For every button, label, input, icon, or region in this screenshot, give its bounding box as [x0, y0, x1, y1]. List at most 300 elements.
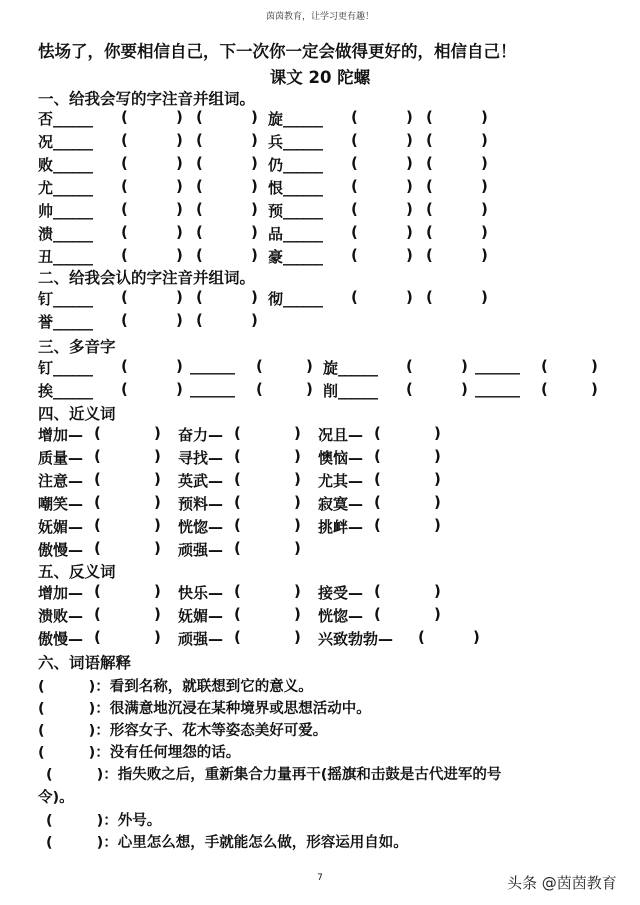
paren-open: (: [196, 177, 203, 195]
paren-open: (: [38, 745, 45, 761]
paren-open: (: [94, 582, 101, 600]
paren-close: ): [176, 200, 183, 218]
dash: —: [68, 541, 84, 559]
paren-close: ): [294, 628, 301, 646]
word: 质量: [38, 449, 69, 467]
paren-close: )：: [96, 835, 118, 851]
word-item: [178, 493, 223, 514]
pinyin-blank[interactable]: ______: [53, 179, 93, 197]
paren-open: (: [374, 582, 381, 600]
paren-open: (: [94, 605, 101, 623]
definition-text: 形容女子、花木等姿态美好可爱。: [109, 723, 328, 739]
character: 预: [268, 202, 284, 220]
paren-open: (: [541, 357, 548, 375]
paren-open: (: [374, 493, 381, 511]
paren-open: (: [196, 311, 203, 329]
paren-close: ): [434, 424, 441, 442]
paren-close: ): [591, 380, 598, 398]
paren-close: ): [176, 108, 183, 126]
paren-close: ): [406, 108, 413, 126]
paren-open: (: [121, 288, 128, 306]
paren-open: (: [256, 357, 263, 375]
paren-close: ): [481, 108, 488, 126]
paren-open: (: [541, 380, 548, 398]
pinyin-blank[interactable]: ______: [53, 110, 93, 128]
char-item: [38, 177, 92, 198]
pinyin-blank[interactable]: ______: [53, 156, 93, 174]
word: 快乐: [178, 584, 209, 602]
paren-open: (: [196, 246, 203, 264]
paren-close: ): [251, 311, 258, 329]
dash: —: [348, 449, 364, 467]
pinyin-blank[interactable]: ______: [283, 202, 323, 220]
dash: —: [68, 495, 84, 513]
section-title: 二、给我会认的字注音并组词。: [38, 269, 256, 287]
char-item: [323, 357, 377, 378]
pinyin-blank[interactable]: ______: [53, 359, 93, 377]
character: 溃: [38, 225, 54, 243]
paren-open: (: [406, 357, 413, 375]
char-item: [38, 357, 92, 378]
word-item: [38, 539, 83, 560]
char-item: [268, 246, 322, 267]
paren-open: (: [121, 131, 128, 149]
pinyin-blank[interactable]: ______: [283, 179, 323, 197]
paren-close: ): [176, 131, 183, 149]
watermark: 头条 @茵茵教育: [507, 874, 617, 892]
paren-close: ): [294, 516, 301, 534]
word: 尤其: [318, 472, 349, 490]
char-item: [38, 246, 92, 267]
paren-open: (: [426, 177, 433, 195]
dash: —: [348, 472, 364, 490]
char-item: [38, 288, 92, 309]
definition-row: [38, 675, 313, 696]
dash: —: [348, 426, 364, 444]
paren-close: ): [176, 380, 183, 398]
word: 懊恼: [318, 449, 349, 467]
paren-close: ): [481, 200, 488, 218]
paren-close: ): [481, 288, 488, 306]
paren-open: (: [38, 701, 45, 717]
section-title: 六、词语解释: [38, 654, 132, 672]
word-item: [318, 470, 363, 491]
char-item: [268, 131, 322, 152]
char-item: [268, 288, 322, 309]
paren-close: ): [406, 223, 413, 241]
paren-open: (: [94, 493, 101, 511]
word-item: [38, 516, 83, 537]
word: 溃败: [38, 607, 69, 625]
dash: —: [348, 518, 364, 536]
paren-close: ): [461, 380, 468, 398]
paren-close: ): [481, 154, 488, 172]
paren-close: ): [434, 470, 441, 488]
definition-continuation: 令)。: [38, 790, 74, 806]
pinyin-blank[interactable]: ______: [53, 313, 93, 331]
word: 恍惚: [318, 607, 349, 625]
dash: —: [68, 630, 84, 648]
paren-close: ): [481, 246, 488, 264]
paren-open: (: [196, 108, 203, 126]
character: 尤: [38, 179, 54, 197]
paren-close: ): [461, 357, 468, 375]
paren-close: ): [406, 177, 413, 195]
paren-close: ): [176, 223, 183, 241]
lesson-title: 课文 20 陀螺: [269, 68, 371, 87]
paren-open: (: [94, 539, 101, 557]
char-item: [268, 223, 322, 244]
char-item: [268, 154, 322, 175]
pinyin-blank[interactable]: ______: [190, 380, 235, 398]
dash: —: [208, 449, 224, 467]
pinyin-blank[interactable]: ______: [53, 225, 93, 243]
intro-sentence: 怯场了，你要相信自己，下一次你一定会做得更好的，相信自己！: [38, 42, 517, 61]
character: 挨: [38, 382, 54, 400]
paren-close: ): [434, 605, 441, 623]
word-item: [38, 447, 83, 468]
page-number: 7: [317, 873, 323, 883]
definition-row: [38, 741, 240, 762]
word: 奋力: [178, 426, 209, 444]
character: 仍: [268, 156, 284, 174]
section-title: 一、给我会写的字注音并组词。: [38, 90, 256, 108]
paren-open: (: [351, 288, 358, 306]
paren-close: ): [406, 154, 413, 172]
word: 况且: [318, 426, 349, 444]
word: 兴致勃勃: [318, 630, 379, 648]
character: 彻: [268, 290, 284, 308]
paren-open: (: [234, 582, 241, 600]
definition-text: 看到名称，就联想到它的意义。: [109, 679, 313, 695]
paren-open: (: [426, 288, 433, 306]
paren-open: (: [418, 628, 425, 646]
word: 嘲笑: [38, 495, 69, 513]
paren-open: (: [351, 223, 358, 241]
paren-open: (: [234, 539, 241, 557]
paren-open: (: [46, 835, 53, 851]
pinyin-blank[interactable]: ______: [53, 290, 93, 308]
dash: —: [208, 630, 224, 648]
dash: —: [208, 495, 224, 513]
paren-open: (: [406, 380, 413, 398]
section-title: 四、近义词: [38, 405, 116, 423]
character: 帅: [38, 202, 54, 220]
paren-open: (: [374, 424, 381, 442]
paren-open: (: [121, 357, 128, 375]
character: 否: [38, 110, 54, 128]
paren-open: (: [94, 424, 101, 442]
paren-open: (: [426, 108, 433, 126]
paren-open: (: [46, 813, 53, 829]
paren-open: (: [121, 154, 128, 172]
word: 恍惚: [178, 518, 209, 536]
paren-close: )：: [88, 723, 110, 739]
paren-close: ): [434, 447, 441, 465]
word-item: [318, 605, 363, 626]
paren-close: ): [294, 424, 301, 442]
paren-open: (: [196, 131, 203, 149]
paren-open: (: [121, 200, 128, 218]
word: 挑衅: [318, 518, 349, 536]
paren-close: ): [294, 539, 301, 557]
page-header: 茵茵教育，让学习更有趣！: [265, 12, 374, 22]
pinyin-blank[interactable]: ______: [283, 290, 323, 308]
pinyin-blank[interactable]: ______: [53, 382, 93, 400]
paren-open: (: [38, 723, 45, 739]
paren-close: ): [306, 380, 313, 398]
dash: —: [208, 584, 224, 602]
char-item: [323, 380, 377, 401]
paren-close: ): [591, 357, 598, 375]
paren-open: (: [351, 246, 358, 264]
word-item: [178, 424, 223, 445]
paren-open: (: [426, 246, 433, 264]
pinyin-blank[interactable]: ______: [338, 359, 378, 377]
paren-open: (: [196, 154, 203, 172]
word-item: [318, 493, 363, 514]
paren-open: (: [94, 447, 101, 465]
word: 妩媚: [38, 518, 69, 536]
dash: —: [68, 607, 84, 625]
paren-close: ): [176, 177, 183, 195]
dash: —: [348, 495, 364, 513]
paren-close: )：: [88, 701, 110, 717]
paren-close: ): [294, 605, 301, 623]
char-item: [268, 200, 322, 221]
word-item: [178, 605, 223, 626]
character: 旋: [268, 110, 284, 128]
paren-close: ): [406, 200, 413, 218]
dash: —: [68, 584, 84, 602]
paren-close: ): [154, 493, 161, 511]
paren-close: ): [294, 447, 301, 465]
paren-open: (: [46, 767, 53, 783]
section-title: 五、反义词: [38, 563, 116, 581]
pinyin-blank[interactable]: ______: [338, 382, 378, 400]
paren-close: )：: [88, 679, 110, 695]
paren-close: ): [294, 493, 301, 511]
paren-open: (: [196, 223, 203, 241]
word-item: [178, 539, 223, 560]
paren-open: (: [94, 516, 101, 534]
char-item: [38, 200, 92, 221]
dash: —: [208, 426, 224, 444]
paren-open: (: [234, 424, 241, 442]
paren-open: (: [351, 131, 358, 149]
paren-open: (: [121, 246, 128, 264]
word: 顽强: [178, 630, 209, 648]
paren-open: (: [374, 447, 381, 465]
word: 英武: [178, 472, 209, 490]
paren-close: ): [154, 605, 161, 623]
pinyin-blank[interactable]: ______: [475, 357, 520, 375]
word-item: [318, 628, 393, 649]
character: 钉: [38, 359, 54, 377]
character: 豪: [268, 248, 284, 266]
character: 削: [323, 382, 339, 400]
paren-open: (: [374, 516, 381, 534]
paren-close: ): [251, 154, 258, 172]
dash: —: [68, 518, 84, 536]
dash: —: [68, 426, 84, 444]
word: 傲慢: [38, 630, 69, 648]
paren-open: (: [121, 223, 128, 241]
paren-open: (: [426, 131, 433, 149]
word: 预料: [178, 495, 209, 513]
paren-close: ): [294, 582, 301, 600]
paren-open: (: [426, 154, 433, 172]
paren-open: (: [234, 516, 241, 534]
word-item: [38, 424, 83, 445]
paren-close: ): [251, 131, 258, 149]
dash: —: [208, 518, 224, 536]
paren-close: ): [176, 246, 183, 264]
paren-open: (: [196, 288, 203, 306]
paren-open: (: [234, 470, 241, 488]
word: 注意: [38, 472, 69, 490]
word: 顽强: [178, 541, 209, 559]
paren-close: )：: [88, 745, 110, 761]
dash: —: [348, 584, 364, 602]
word-item: [318, 516, 363, 537]
pinyin-blank[interactable]: ______: [190, 357, 235, 375]
paren-close: ): [406, 246, 413, 264]
paren-open: (: [426, 223, 433, 241]
paren-open: (: [196, 200, 203, 218]
definition-text: 心里怎么想，手就能怎么做，形容运用自如。: [117, 835, 408, 851]
definition-text: 指失败之后，重新集合力量再干(摇旗和击鼓是古代进军的号: [117, 767, 502, 783]
paren-close: ): [176, 357, 183, 375]
definition-row: [38, 697, 371, 718]
paren-open: (: [234, 447, 241, 465]
word-item: [178, 470, 223, 491]
dash: —: [68, 449, 84, 467]
definition-text: 很满意地沉浸在某种境界或思想活动中。: [109, 701, 371, 717]
paren-close: ): [251, 246, 258, 264]
paren-close: ): [176, 288, 183, 306]
character: 况: [38, 133, 54, 151]
word: 傲慢: [38, 541, 69, 559]
pinyin-blank[interactable]: ______: [283, 156, 323, 174]
dash: —: [68, 472, 84, 490]
pinyin-blank[interactable]: ______: [53, 133, 93, 151]
paren-open: (: [256, 380, 263, 398]
dash: —: [378, 630, 394, 648]
paren-close: ): [154, 539, 161, 557]
paren-close: ): [434, 582, 441, 600]
paren-close: ): [154, 447, 161, 465]
paren-open: (: [121, 311, 128, 329]
paren-open: (: [94, 628, 101, 646]
paren-open: (: [351, 200, 358, 218]
paren-open: (: [234, 605, 241, 623]
dash: —: [208, 607, 224, 625]
paren-close: ): [406, 288, 413, 306]
paren-close: ): [154, 424, 161, 442]
character: 兵: [268, 133, 284, 151]
character: 钉: [38, 290, 54, 308]
pinyin-blank[interactable]: ______: [283, 225, 323, 243]
definition-text: 没有任何埋怨的话。: [109, 745, 241, 761]
dash: —: [348, 607, 364, 625]
paren-open: (: [121, 380, 128, 398]
paren-open: (: [121, 177, 128, 195]
character: 誉: [38, 313, 54, 331]
char-item: [38, 108, 92, 129]
paren-close: ): [481, 223, 488, 241]
paren-open: (: [374, 470, 381, 488]
paren-close: ): [251, 108, 258, 126]
word: 接受: [318, 584, 349, 602]
paren-close: )：: [96, 767, 118, 783]
word: 妩媚: [178, 607, 209, 625]
definition-row: [46, 809, 161, 830]
paren-open: (: [38, 679, 45, 695]
paren-close: ): [154, 516, 161, 534]
character: 品: [268, 225, 284, 243]
paren-close: ): [434, 516, 441, 534]
character: 旋: [323, 359, 339, 377]
pinyin-blank[interactable]: ______: [53, 202, 93, 220]
pinyin-blank[interactable]: ______: [283, 110, 323, 128]
word-item: [318, 424, 363, 445]
dash: —: [208, 541, 224, 559]
char-item: [38, 311, 92, 332]
word-item: [38, 628, 83, 649]
pinyin-blank[interactable]: ______: [283, 133, 323, 151]
paren-close: ): [473, 628, 480, 646]
paren-open: (: [351, 177, 358, 195]
char-item: [268, 177, 322, 198]
word-item: [318, 447, 363, 468]
definition-text: 外号。: [117, 813, 162, 829]
paren-close: ): [406, 131, 413, 149]
character: 恨: [268, 179, 284, 197]
definition-row: [46, 831, 408, 852]
paren-close: ): [251, 200, 258, 218]
word-item: [178, 628, 223, 649]
paren-close: ): [251, 177, 258, 195]
paren-open: (: [121, 108, 128, 126]
paren-close: ): [154, 582, 161, 600]
paren-close: ): [481, 177, 488, 195]
paren-close: ): [251, 288, 258, 306]
character: 丑: [38, 248, 54, 266]
paren-close: ): [154, 628, 161, 646]
paren-close: ): [176, 311, 183, 329]
pinyin-blank[interactable]: ______: [53, 248, 93, 266]
char-item: [38, 223, 92, 244]
paren-close: ): [294, 470, 301, 488]
dash: —: [208, 472, 224, 490]
char-item: [268, 108, 322, 129]
char-item: [38, 154, 92, 175]
paren-open: (: [374, 605, 381, 623]
word-item: [38, 605, 83, 626]
paren-open: (: [234, 493, 241, 511]
word: 增加: [38, 426, 69, 444]
paren-close: ): [176, 154, 183, 172]
paren-close: ): [481, 131, 488, 149]
paren-close: ): [154, 470, 161, 488]
paren-open: (: [426, 200, 433, 218]
pinyin-blank[interactable]: ______: [475, 380, 520, 398]
word-item: [178, 447, 223, 468]
paren-open: (: [94, 470, 101, 488]
pinyin-blank[interactable]: ______: [283, 248, 323, 266]
word-item: [38, 493, 83, 514]
